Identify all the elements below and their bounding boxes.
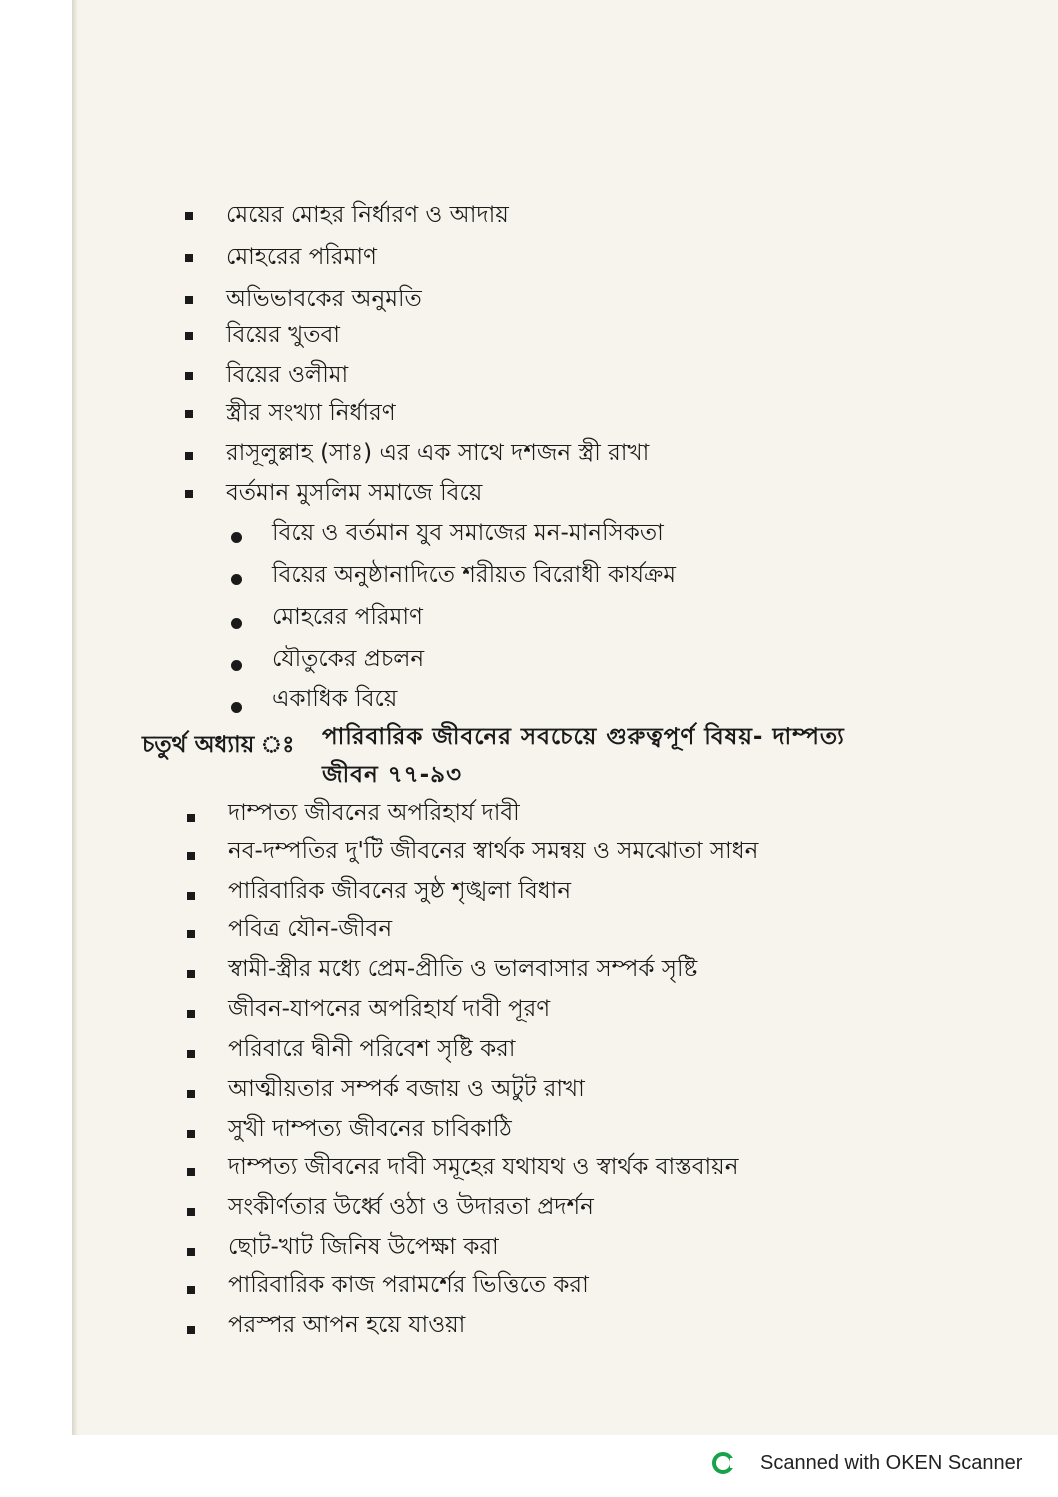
list-item: স্ত্রীর সংখ্যা নির্ধারণ: [226, 400, 396, 426]
square-bullet: [187, 852, 195, 860]
list-item: ছোট-খাট জিনিষ উপেক্ষা করা: [228, 1234, 499, 1260]
list-item: আত্মীয়তার সম্পর্ক বজায় ও অটুট রাখা: [228, 1076, 585, 1102]
round-bullet: [231, 702, 242, 713]
square-bullet: [187, 1090, 195, 1098]
square-bullet: [185, 490, 193, 498]
square-bullet: [185, 212, 193, 220]
chapter-title-line1: পারিবারিক জীবনের সবচেয়ে গুরুত্বপূর্ণ বিষয়- দাম্পত্য: [322, 724, 845, 750]
list-item: রাসূলুল্লাহ (সাঃ) এর এক সাথে দশজন স্ত্রী রাখা: [226, 440, 650, 466]
list-item: স্বামী-স্ত্রীর মধ্যে প্রেম-প্রীতি ও ভালবাসার সম্পর্ক সৃষ্টি: [228, 956, 698, 982]
square-bullet: [187, 930, 195, 938]
square-bullet: [185, 296, 193, 304]
sub-list-item: বিয়ের অনুষ্ঠানাদিতে শরীয়ত বিরোধী কার্যক্রম: [272, 562, 677, 588]
square-bullet: [185, 254, 193, 262]
list-item: বিয়ের খুতবা: [226, 322, 340, 348]
square-bullet: [187, 1326, 195, 1334]
square-bullet: [187, 1286, 195, 1294]
round-bullet: [231, 618, 242, 629]
sub-list-item: যৌতুকের প্রচলন: [272, 646, 425, 672]
chapter-label: চতুর্থ অধ্যায় ঃ: [142, 732, 295, 758]
square-bullet: [187, 1248, 195, 1256]
square-bullet: [185, 372, 193, 380]
round-bullet: [231, 574, 242, 585]
list-item: বর্তমান মুসলিম সমাজে বিয়ে: [226, 480, 483, 506]
round-bullet: [231, 660, 242, 671]
square-bullet: [187, 970, 195, 978]
square-bullet: [187, 1010, 195, 1018]
square-bullet: [187, 1130, 195, 1138]
square-bullet: [185, 332, 193, 340]
list-item: সংকীর্ণতার উর্ধ্বে ওঠা ও উদারতা প্রদর্শন: [228, 1194, 594, 1220]
square-bullet: [187, 1168, 195, 1176]
list-item: অভিভাবকের অনুমতি: [226, 286, 422, 312]
round-bullet: [231, 532, 242, 543]
list-item: নব-দম্পতির দু'টি জীবনের স্বার্থক সমন্বয় ও সমঝোতা সাধন: [228, 838, 759, 864]
square-bullet: [187, 1208, 195, 1216]
list-item: দাম্পত্য জীবনের দাবী সমূহের যথাযথ ও স্বার্থক বাস্তবায়ন: [228, 1154, 739, 1180]
list-item: মেয়ের মোহর নির্ধারণ ও আদায়: [226, 202, 509, 228]
list-item: বিয়ের ওলীমা: [226, 362, 349, 388]
square-bullet: [187, 1050, 195, 1058]
sub-list-item: মোহরের পরিমাণ: [272, 604, 423, 630]
list-item: সুখী দাম্পত্য জীবনের চাবিকাঠি: [228, 1116, 512, 1142]
list-item: পরস্পর আপন হয়ে যাওয়া: [228, 1312, 466, 1338]
list-item: পারিবারিক কাজ পরামর্শের ভিত্তিতে করা: [228, 1272, 589, 1298]
list-item: মোহরের পরিমাণ: [226, 244, 377, 270]
list-item: দাম্পত্য জীবনের অপরিহার্য দাবী: [228, 800, 520, 826]
square-bullet: [185, 410, 193, 418]
sub-list-item: একাধিক বিয়ে: [272, 686, 398, 712]
list-item: জীবন-যাপনের অপরিহার্য দাবী পূরণ: [228, 996, 551, 1022]
oken-scanner-logo-icon: [712, 1452, 734, 1474]
chapter-title-line2: জীবন ৭৭-৯৩: [322, 762, 463, 788]
square-bullet: [187, 892, 195, 900]
list-item: পবিত্র যৌন-জীবন: [228, 916, 393, 942]
square-bullet: [185, 452, 193, 460]
list-item: পরিবারে দ্বীনী পরিবেশ সৃষ্টি করা: [228, 1036, 516, 1062]
sub-list-item: বিয়ে ও বর্তমান যুব সমাজের মন-মানসিকতা: [272, 520, 664, 546]
square-bullet: [187, 814, 195, 822]
list-item: পারিবারিক জীবনের সুষ্ঠ শৃঙ্খলা বিধান: [228, 878, 572, 904]
scanner-watermark-text: Scanned with OKEN Scanner: [760, 1452, 1023, 1474]
